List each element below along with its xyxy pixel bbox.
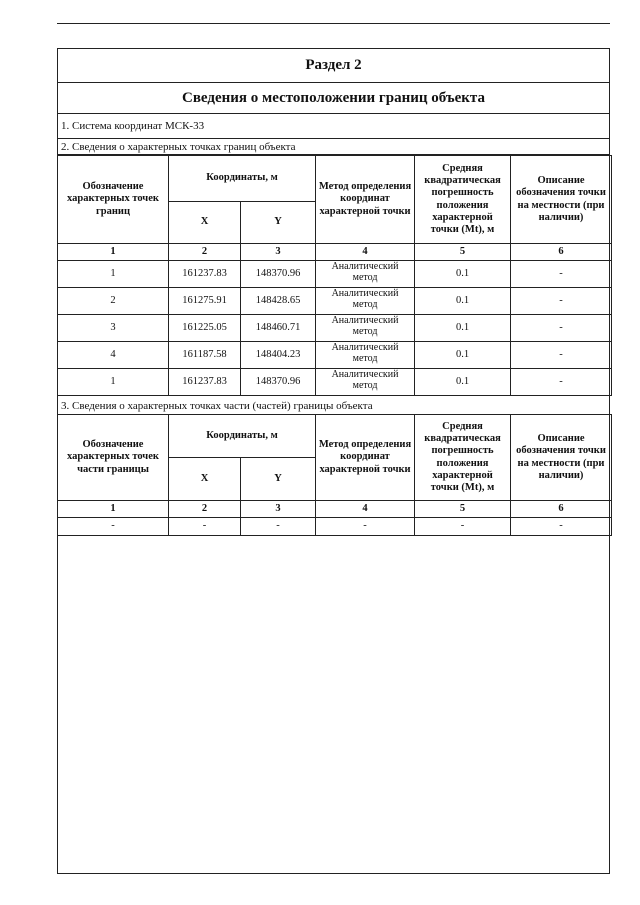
cell-description: - <box>511 369 612 396</box>
col-number: 3 <box>241 244 316 261</box>
cell-description: - <box>511 288 612 315</box>
table-row <box>58 518 612 536</box>
cell-error: 0.1 <box>415 315 511 342</box>
col-number: 2 <box>169 244 241 261</box>
cell-method: Аналитический метод <box>316 315 415 342</box>
cell-point: - <box>58 518 169 536</box>
cell-y: 148370.96 <box>241 261 316 288</box>
col-number: 4 <box>316 244 415 261</box>
header-x: X <box>169 202 241 244</box>
table-row <box>58 261 612 288</box>
cell-method: Аналитический метод <box>316 288 415 315</box>
col-number: 1 <box>58 244 169 261</box>
cell-point: 2 <box>58 288 169 315</box>
col-number: 6 <box>511 501 612 518</box>
header-method: Метод определения координат характерной точки <box>316 415 415 501</box>
header-error: Средняя квадратическая погрешность положения характерной точки (Mt), м <box>415 156 511 244</box>
cell-error: - <box>415 518 511 536</box>
col-number: 5 <box>415 501 511 518</box>
table-row <box>58 369 612 396</box>
cell-point: 1 <box>58 369 169 396</box>
col-number: 2 <box>169 501 241 518</box>
table-row <box>58 288 612 315</box>
col-number: 6 <box>511 244 612 261</box>
cell-x: 161275.91 <box>169 288 241 315</box>
table-row <box>58 315 612 342</box>
cell-error: 0.1 <box>415 261 511 288</box>
cell-y: 148428.65 <box>241 288 316 315</box>
header-coordinates: Координаты, м <box>169 415 316 458</box>
cell-error: 0.1 <box>415 288 511 315</box>
cell-description: - <box>511 315 612 342</box>
cell-y: 148370.96 <box>241 369 316 396</box>
cell-x: - <box>169 518 241 536</box>
table-row <box>58 342 612 369</box>
header-description: Описание обозначения точки на местности (при наличии) <box>511 415 612 501</box>
cell-x: 161187.58 <box>169 342 241 369</box>
cell-y: 148460.71 <box>241 315 316 342</box>
document-frame <box>57 48 610 874</box>
table1-caption: 2. Сведения о характерных точках границ объекта <box>58 139 609 155</box>
header-y: Y <box>241 202 316 244</box>
cell-method: Аналитический метод <box>316 342 415 369</box>
header-method: Метод определения координат характерной точки <box>316 156 415 244</box>
cell-y: - <box>241 518 316 536</box>
col-number: 5 <box>415 244 511 261</box>
col-number: 4 <box>316 501 415 518</box>
table2-caption: 3. Сведения о характерных точках части (частей) границы объекта <box>61 399 373 412</box>
top-rule <box>57 23 610 24</box>
cell-error: 0.1 <box>415 369 511 396</box>
header-x: X <box>169 458 241 501</box>
cell-point: 4 <box>58 342 169 369</box>
section-title: Раздел 2 <box>58 49 609 83</box>
col-number: 3 <box>241 501 316 518</box>
header-error: Средняя квадратическая погрешность положения характерной точки (Mt), м <box>415 415 511 501</box>
cell-method: Аналитический метод <box>316 261 415 288</box>
header-point: Обозначение характерных точек границ <box>58 156 169 244</box>
header-y: Y <box>241 458 316 501</box>
partial-boundary-points-table <box>57 414 612 536</box>
boundary-points-table <box>57 155 612 396</box>
cell-x: 161237.83 <box>169 369 241 396</box>
cell-method: Аналитический метод <box>316 369 415 396</box>
cell-description: - <box>511 342 612 369</box>
col-number: 1 <box>58 501 169 518</box>
cell-point: 1 <box>58 261 169 288</box>
cell-method: - <box>316 518 415 536</box>
header-point: Обозначение характерных точек части границы <box>58 415 169 501</box>
cell-error: 0.1 <box>415 342 511 369</box>
cell-point: 3 <box>58 315 169 342</box>
cell-x: 161237.83 <box>169 261 241 288</box>
cell-y: 148404.23 <box>241 342 316 369</box>
section-subtitle: Сведения о местоположении границ объекта <box>58 83 609 114</box>
cell-description: - <box>511 261 612 288</box>
header-description: Описание обозначения точки на местности (при наличии) <box>511 156 612 244</box>
cell-description: - <box>511 518 612 536</box>
cell-x: 161225.05 <box>169 315 241 342</box>
coordinate-system-line: 1. Система координат МСК-33 <box>58 114 609 139</box>
header-coordinates: Координаты, м <box>169 156 316 202</box>
